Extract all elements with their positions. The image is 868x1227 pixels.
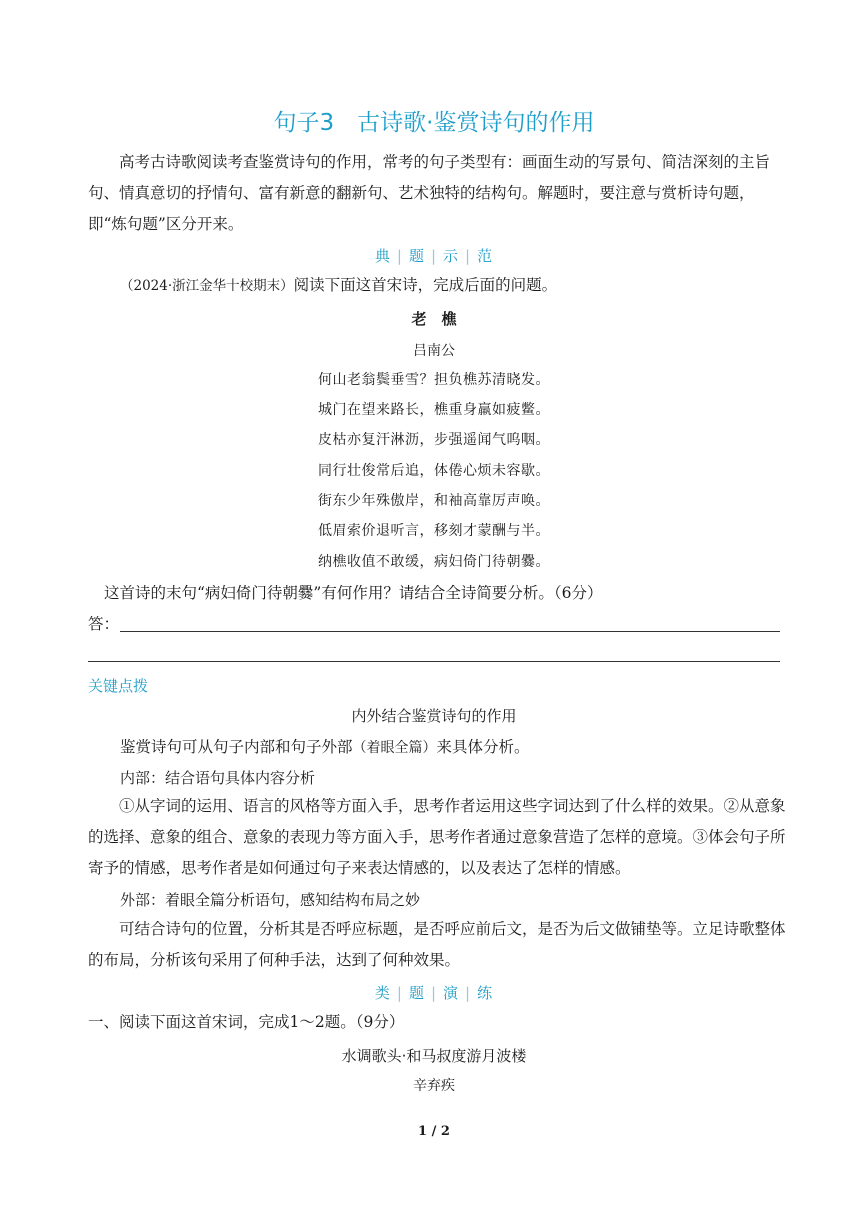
outer-heading: 外部：着眼全篇分析语句，感知结构布局之妙 bbox=[120, 891, 421, 909]
poem-author: 吕南公 bbox=[413, 343, 455, 359]
poem-line: 城门在望来路长，樵重身羸如疲鳖。 bbox=[318, 402, 550, 418]
inner-paragraph: ①从字词的运用、语言的风格等方面入手，思考作者运用这些字词达到了什么样的效果。②从意象的选择、意象的组合、意象的表现力等方面入手，思考作者通过意象营造了怎样的意境。③体会句子所寄予的情感，思考作者是如何通过句子来表达情感的，以及表达了怎样的情感。 bbox=[88, 797, 786, 877]
practice-poem-author: 辛弃疾 bbox=[413, 1078, 455, 1094]
key-points-intro-c: 来具体分析。 bbox=[436, 738, 530, 756]
header-char: 示 bbox=[443, 247, 460, 265]
header-char: 范 bbox=[477, 247, 494, 265]
key-points-label: 关键点拨 bbox=[88, 677, 149, 695]
answer-line[interactable] bbox=[120, 631, 780, 632]
header-char: 类 bbox=[374, 984, 391, 1002]
practice-section-header: 类 | 题 | 演 | 练 bbox=[374, 984, 494, 1002]
key-points-intro bbox=[120, 732, 530, 764]
poem-line: 纳樵收值不敢缓，病妇倚门待朝爨。 bbox=[318, 554, 550, 570]
header-char: 题 bbox=[408, 247, 425, 265]
page-number: 1 / 2 bbox=[418, 1124, 450, 1139]
answer-line[interactable] bbox=[88, 661, 780, 662]
question-text: 这首诗的末句“病妇倚门待朝爨”有何作用？请结合全诗简要分析。（6分） bbox=[104, 584, 603, 602]
answer-label: 答： bbox=[88, 615, 120, 633]
intro-paragraph: 高考古诗歌阅读考查鉴赏诗句的作用，常考的句子类型有：画面生动的写景句、简洁深刻的主旨句、情真意切的抒情句、富有新意的翻新句、艺术独特的结构句。解题时，要注意与赏析诗句题，即“炼句题”区分开来。 bbox=[88, 153, 771, 233]
poem-line: 同行壮俊常后追，体倦心烦未容歇。 bbox=[318, 463, 550, 479]
example-instruction-text: 阅读下面这首宋诗，完成后面的问题。 bbox=[293, 276, 558, 294]
poem-line: 低眉索价退听言，移刻才蒙酬与半。 bbox=[318, 523, 550, 539]
key-points-subtitle: 内外结合鉴赏诗句的作用 bbox=[351, 707, 517, 725]
practice-item: 一、阅读下面这首宋词，完成1～2题。（9分） bbox=[88, 1013, 405, 1031]
example-instruction bbox=[120, 270, 557, 302]
key-points-intro-a: 鉴赏诗句可从句子内部和句子外部 bbox=[120, 738, 353, 756]
header-char: 题 bbox=[408, 984, 425, 1002]
poem-line: 皮枯亦复汗淋沥，步强遥闻气呜咽。 bbox=[318, 432, 550, 448]
header-char: 典 bbox=[374, 247, 391, 265]
page-title: 句子3 古诗歌·鉴赏诗句的作用 bbox=[273, 110, 595, 136]
inner-heading: 内部：结合语句具体内容分析 bbox=[120, 769, 316, 787]
key-points-intro-b: （着眼全篇） bbox=[352, 740, 437, 756]
example-source: （2024·浙江金华十校期末） bbox=[120, 278, 294, 294]
header-char: 练 bbox=[477, 984, 494, 1002]
poem-line: 何山老翁鬓垂雪？担负樵苏清晓发。 bbox=[318, 372, 550, 388]
header-char: 演 bbox=[443, 984, 460, 1002]
poem-line: 街东少年殊傲岸，和袖高靠厉声唤。 bbox=[318, 493, 550, 509]
practice-poem-title: 水调歌头·和马叔度游月波楼 bbox=[341, 1047, 527, 1065]
outer-paragraph: 可结合诗句的位置，分析其是否呼应标题，是否呼应前后文，是否为后文做铺垫等。立足诗歌整体的布局，分析该句采用了何种手法，达到了何种效果。 bbox=[88, 920, 786, 969]
poem-title: 老 樵 bbox=[411, 310, 457, 328]
example-section-header: 典 | 题 | 示 | 范 bbox=[374, 247, 494, 265]
